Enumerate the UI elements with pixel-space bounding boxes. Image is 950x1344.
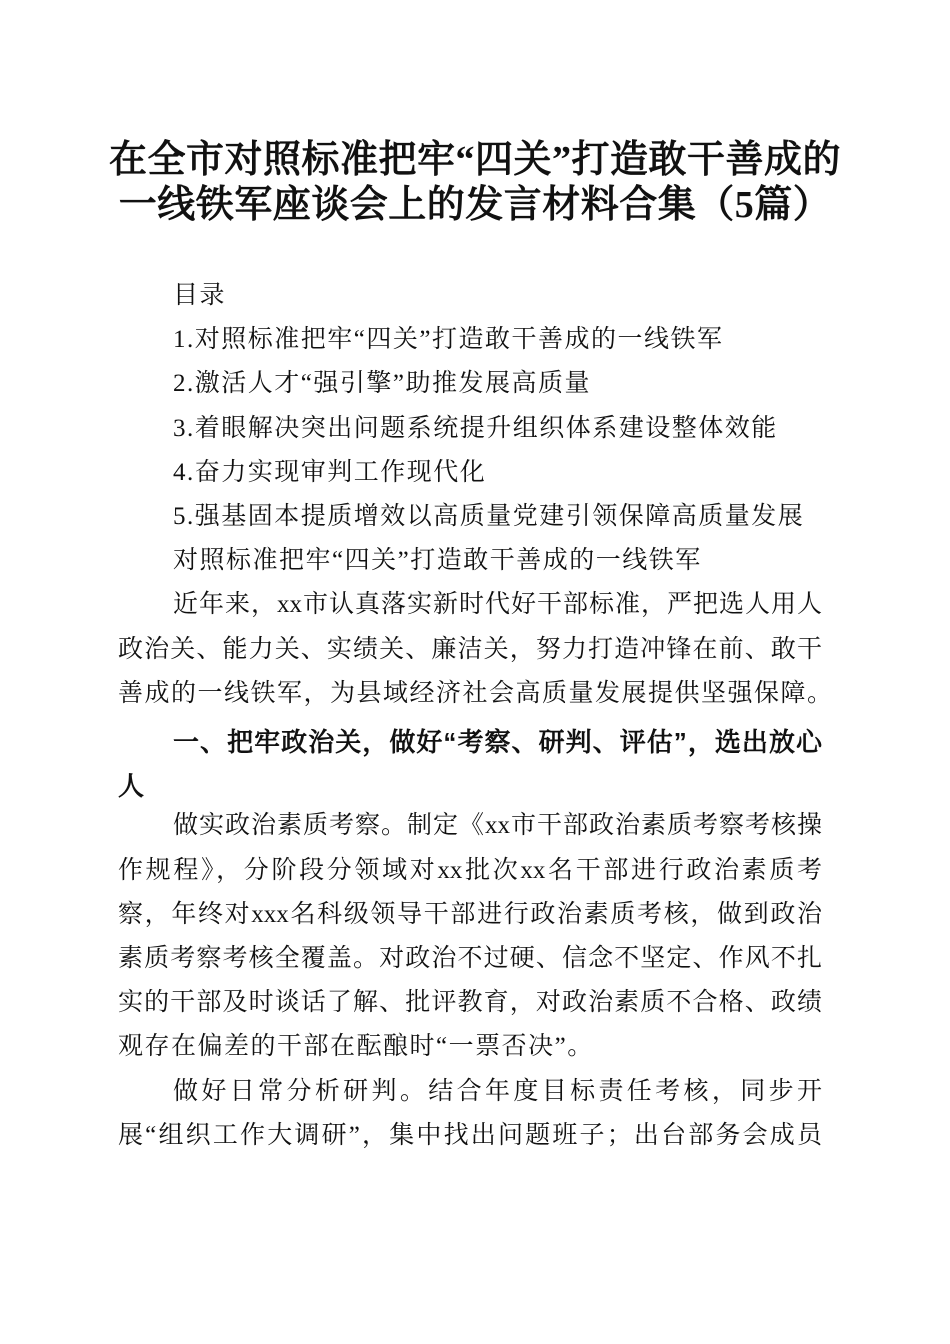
- document-title-line-1: 在全市对照标准把牢“四关”打造敢干善成的: [108, 139, 841, 181]
- section-heading-line: 人: [118, 771, 146, 802]
- toc-item: 2.激活人才“强引擎”助推发展高质量: [173, 370, 591, 398]
- section-heading-line: 一、把牢政治关，做好“考察、研判、评估”，选出放心: [173, 727, 822, 757]
- body-text-line: 政治关、能力关、实绩关、廉洁关，努力打造冲锋在前、敢干: [118, 635, 822, 663]
- body-text-line: 对照标准把牢“四关”打造敢干善成的一线铁军: [173, 547, 702, 575]
- body-text-line: 察，年终对xxx名科级领导干部进行政治素质考核，做到政治: [118, 900, 822, 928]
- body-text-line: 观存在偏差的干部在酝酿时“一票否决”。: [118, 1033, 594, 1061]
- toc-label: 目录: [173, 282, 227, 309]
- body-text-line: 做好日常分析研判。结合年度目标责任考核，同步开: [173, 1077, 822, 1105]
- toc-item: 3.着眼解决突出问题系统提升组织体系建设整体效能: [173, 414, 778, 442]
- body-text-line: 作规程》，分阶段分领域对xx批次xx名干部进行政治素质考: [118, 856, 822, 884]
- body-text-line: 实的干部及时谈话了解、批评教育，对政治素质不合格、政绩: [118, 989, 822, 1017]
- body-text-line: 素质考察考核全覆盖。对政治不过硬、信念不坚定、作风不扎: [118, 945, 822, 972]
- body-text-line: 展“组织工作大调研”，集中找出问题班子；出台部务会成员: [118, 1121, 822, 1149]
- toc-item: 1.对照标准把牢“四关”打造敢干善成的一线铁军: [173, 326, 724, 354]
- toc-item: 4.奋力实现审判工作现代化: [173, 458, 487, 486]
- toc-item: 5.强基固本提质增效以高质量党建引领保障高质量发展: [173, 503, 805, 530]
- body-text-line: 做实政治素质考察。制定《xx市干部政治素质考察考核操: [173, 812, 822, 840]
- document-title-line-2: 一线铁军座谈会上的发言材料合集（5篇）: [118, 184, 832, 226]
- body-text-line: 善成的一线铁军，为县域经济社会高质量发展提供坚强保障。: [118, 679, 834, 707]
- body-text-line: 近年来，xx市认真落实新时代好干部标准，严把选人用人: [173, 591, 822, 619]
